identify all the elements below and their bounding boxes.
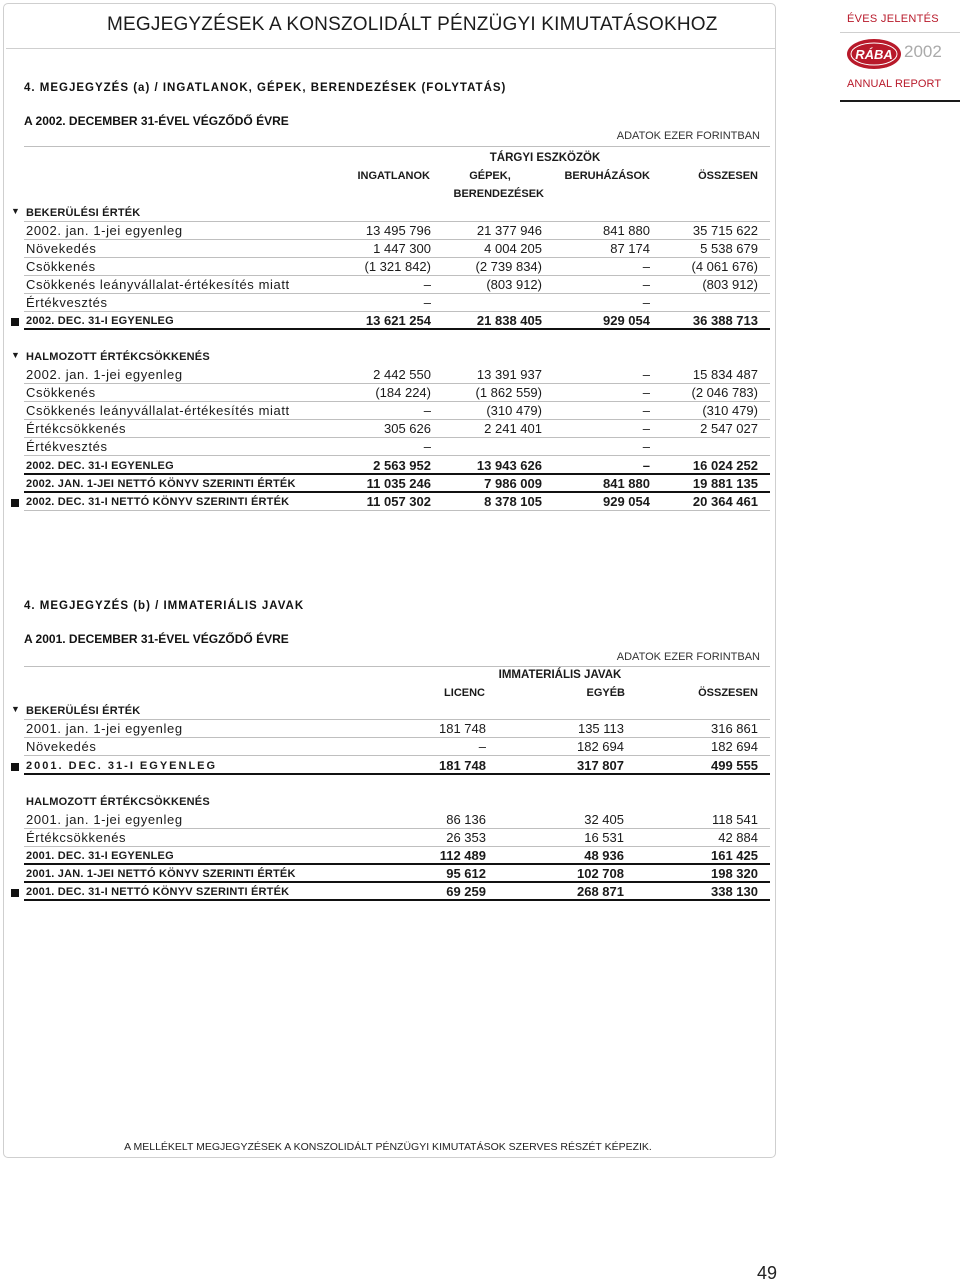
square-bullet-icon (11, 318, 19, 326)
cell-c3: – (642, 403, 650, 418)
cell-c1: 181 748 (439, 758, 486, 773)
row-label: Növekedés (26, 241, 97, 256)
cell-c1: 181 748 (439, 721, 486, 736)
table-row (24, 258, 770, 276)
title-divider (6, 48, 776, 49)
total-row (24, 883, 770, 901)
page-number: 49 (757, 1263, 778, 1281)
col-header-licenc: LICENC (444, 687, 485, 699)
col-header-ingatlanok: INGATLANOK (357, 170, 430, 182)
cell-c4: (803 912) (702, 277, 758, 292)
cell-c2: 21 838 405 (476, 313, 542, 328)
row-label: Csökkenés leányvállalat-értékesítés miatt (26, 277, 290, 292)
table-row (24, 222, 770, 240)
cell-c4: (2 046 783) (691, 385, 758, 400)
brand-bottom-label: ANNUAL REPORT (847, 78, 942, 90)
total-row (24, 475, 770, 493)
brand-top-label: ÉVES JELENTÉS (847, 13, 939, 25)
row-label: 2002. DEC. 31-I EGYENLEG (26, 460, 174, 472)
section-a-gross-label-row (11, 205, 770, 221)
cell-c3: 42 884 (718, 830, 758, 845)
row-label: 2002. jan. 1-jei egyenleg (26, 367, 183, 382)
table-row (24, 240, 770, 258)
cell-c3: 87 174 (610, 241, 650, 256)
table-row (24, 738, 770, 756)
cell-c1: 95 612 (446, 866, 486, 881)
triangle-down-icon: ▼ (11, 704, 20, 714)
section-a-heading: 4. MEGJEGYZÉS (a) / INGATLANOK, GÉPEK, BERENDEZÉSEK (FOLYTATÁS) (24, 82, 507, 94)
total-row (24, 757, 770, 775)
cell-c1: 2 442 550 (373, 367, 431, 382)
col-header-gepek: GÉPEK, (469, 170, 511, 182)
cell-c2: (2 739 834) (475, 259, 542, 274)
row-label: Csökkenés (26, 385, 96, 400)
cell-c2: 2 241 401 (484, 421, 542, 436)
total-row (24, 493, 770, 511)
table-row (24, 366, 770, 384)
cell-c1: 13 495 796 (365, 223, 431, 238)
table-row (24, 420, 770, 438)
section-a-dep-label: HALMOZOTT ÉRTÉKCSÖKKENÉS (26, 351, 210, 363)
table-row (24, 829, 770, 847)
cell-c2: 182 694 (577, 739, 624, 754)
cell-c3: 841 880 (603, 476, 650, 491)
row-label: Értékcsökkenés (26, 421, 127, 436)
cell-c4: 35 715 622 (692, 223, 758, 238)
cell-c3: – (642, 277, 650, 292)
cell-c3: 118 541 (711, 812, 758, 827)
table-row (24, 276, 770, 294)
brand-year: 2002 (904, 42, 942, 61)
section-a-group-header: TÁRGYI ESZKÖZÖK (489, 152, 601, 164)
cell-c3: – (642, 295, 650, 310)
cell-c1: 112 489 (439, 848, 486, 863)
col-header-berendezesek: BERENDEZÉSEK (453, 188, 544, 200)
cell-c3: 182 694 (711, 739, 758, 754)
section-b-units: ADATOK EZER FORINTBAN (616, 651, 760, 663)
section-a-gross-label: BEKERÜLÉSI ÉRTÉK (26, 207, 141, 219)
col-header-egyeb: EGYÉB (586, 687, 625, 699)
cell-c4: 19 881 135 (692, 476, 758, 491)
cell-c2: 135 113 (577, 721, 624, 736)
cell-c4: 16 024 252 (692, 458, 758, 473)
cell-c2: 32 405 (584, 812, 624, 827)
cell-c1: 26 353 (446, 830, 486, 845)
cell-c2: (310 479) (486, 403, 542, 418)
row-label: 2001. JAN. 1-JEI NETTÓ KÖNYV SZERINTI ÉRTÉK (26, 868, 296, 880)
section-a-subheading: A 2002. DECEMBER 31-ÉVEL VÉGZŐDŐ ÉVRE (24, 114, 289, 128)
row-label: 2001. jan. 1-jei egyenleg (26, 812, 183, 827)
row-label: 2001. DEC. 31-I EGYENLEG (26, 850, 174, 862)
brand-divider (840, 32, 960, 33)
section-b-group-header: IMMATERIÁLIS JAVAK (498, 669, 622, 681)
brand-block (840, 6, 960, 102)
section-b-subheading: A 2001. DECEMBER 31-ÉVEL VÉGZŐDŐ ÉVRE (24, 632, 289, 646)
brand-underline (840, 100, 960, 102)
cell-c2: 21 377 946 (476, 223, 542, 238)
cell-c4: (4 061 676) (691, 259, 758, 274)
triangle-down-icon: ▼ (11, 350, 20, 360)
row-label: 2002. JAN. 1-JEI NETTÓ KÖNYV SZERINTI ÉRTÉK (26, 478, 296, 490)
cell-c2: 13 391 937 (476, 367, 542, 382)
cell-c2: 268 871 (577, 884, 624, 899)
total-row (24, 847, 770, 865)
cell-c3: 929 054 (603, 313, 650, 328)
cell-c1: (1 321 842) (364, 259, 431, 274)
row-label: 2002. DEC. 31-I EGYENLEG (26, 315, 174, 327)
cell-c2: 13 943 626 (476, 458, 542, 473)
row-label: Értékcsökkenés (26, 830, 127, 845)
cell-c3: – (642, 259, 650, 274)
cell-c2: 7 986 009 (484, 476, 542, 491)
table-row (24, 720, 770, 738)
cell-c2: 4 004 205 (484, 241, 542, 256)
row-label: 2001. DEC. 31-I EGYENLEG (26, 760, 218, 772)
section-a-dep-label-row (11, 349, 770, 365)
cell-c3: – (642, 458, 650, 473)
table-row (24, 811, 770, 829)
row-label: 2001. DEC. 31-I NETTÓ KÖNYV SZERINTI ÉRTÉK (26, 886, 290, 898)
cell-c1: 2 563 952 (373, 458, 431, 473)
cell-c3: – (642, 421, 650, 436)
table-row (24, 294, 770, 312)
section-b-dep-label-row (24, 794, 770, 810)
cell-c4: 2 547 027 (700, 421, 758, 436)
cell-c3: 338 130 (711, 884, 758, 899)
section-b-dep-label: HALMOZOTT ÉRTÉKCSÖKKENÉS (26, 796, 210, 808)
col-header-osszesen: ÖSSZESEN (698, 170, 758, 182)
col-header-beruhazasok: BERUHÁZÁSOK (564, 170, 650, 182)
page-title: MEGJEGYZÉSEK A KONSZOLIDÁLT PÉNZÜGYI KIMUTATÁSOKHOZ (107, 14, 718, 35)
section-b-heading: 4. MEGJEGYZÉS (b) / IMMATERIÁLIS JAVAK (24, 600, 305, 612)
row-label: 2002. jan. 1-jei egyenleg (26, 223, 183, 238)
cell-c2: (1 862 559) (475, 385, 542, 400)
cell-c3: – (642, 385, 650, 400)
raba-logo-icon (846, 38, 902, 70)
cell-c4: 5 538 679 (700, 241, 758, 256)
cell-c1: 11 057 302 (366, 494, 431, 509)
cell-c2: 102 708 (577, 866, 624, 881)
cell-c1: 13 621 254 (365, 313, 431, 328)
cell-c1: – (423, 439, 431, 454)
cell-c1: – (478, 739, 486, 754)
row-label: 2002. DEC. 31-I NETTÓ KÖNYV SZERINTI ÉRTÉK (26, 496, 290, 508)
brand-logo-text: RÁBA (855, 47, 893, 62)
square-bullet-icon (11, 499, 19, 507)
col-header-osszesen-b: ÖSSZESEN (698, 687, 758, 699)
cell-c1: – (423, 295, 431, 310)
cell-c3: 316 861 (711, 721, 758, 736)
cell-c2: (803 912) (486, 277, 542, 292)
section-b-gross-label-row (11, 703, 770, 719)
square-bullet-icon (11, 763, 19, 771)
cell-c4: 15 834 487 (692, 367, 758, 382)
total-row (24, 312, 770, 330)
triangle-down-icon: ▼ (11, 206, 20, 216)
cell-c3: 161 425 (711, 848, 758, 863)
table-row (24, 438, 770, 456)
cell-c3: – (642, 367, 650, 382)
section-b-gross-label: BEKERÜLÉSI ÉRTÉK (26, 705, 141, 717)
cell-c1: – (423, 277, 431, 292)
cell-c3: 198 320 (711, 866, 758, 881)
row-label: Értékvesztés (26, 439, 108, 454)
cell-c4: (310 479) (702, 403, 758, 418)
cell-c3: 929 054 (603, 494, 650, 509)
cell-c4: 36 388 713 (692, 313, 758, 328)
row-label: Csökkenés leányvállalat-értékesítés miatt (26, 403, 290, 418)
square-bullet-icon (11, 889, 19, 897)
cell-c2: 48 936 (584, 848, 624, 863)
total-row (24, 457, 770, 475)
page-footer: A MELLÉKELT MEGJEGYZÉSEK A KONSZOLIDÁLT PÉNZÜGYI KIMUTATÁSOK SZERVES RÉSZÉT KÉPEZIK. (124, 1141, 652, 1153)
cell-c3: 499 555 (711, 758, 758, 773)
cell-c1: (184 224) (375, 385, 431, 400)
cell-c1: 305 626 (384, 421, 431, 436)
cell-c4: 20 364 461 (692, 494, 758, 509)
cell-c2: 8 378 105 (484, 494, 542, 509)
cell-c3: – (642, 439, 650, 454)
cell-c1: 11 035 246 (366, 476, 431, 491)
cell-c2: 317 807 (577, 758, 624, 773)
section-a-units: ADATOK EZER FORINTBAN (616, 130, 760, 142)
cell-c1: 1 447 300 (373, 241, 431, 256)
table-row (24, 384, 770, 402)
row-label: 2001. jan. 1-jei egyenleg (26, 721, 183, 736)
section-b-header-top-rule (24, 666, 770, 667)
cell-c1: 86 136 (446, 812, 486, 827)
cell-c2: 16 531 (584, 830, 624, 845)
row-label: Értékvesztés (26, 295, 108, 310)
cell-c1: 69 259 (446, 884, 486, 899)
table-row (24, 402, 770, 420)
section-a-header-top-rule (24, 146, 770, 147)
cell-c1: – (423, 403, 431, 418)
cell-c3: 841 880 (603, 223, 650, 238)
row-label: Növekedés (26, 739, 97, 754)
total-row (24, 865, 770, 883)
row-label: Csökkenés (26, 259, 96, 274)
